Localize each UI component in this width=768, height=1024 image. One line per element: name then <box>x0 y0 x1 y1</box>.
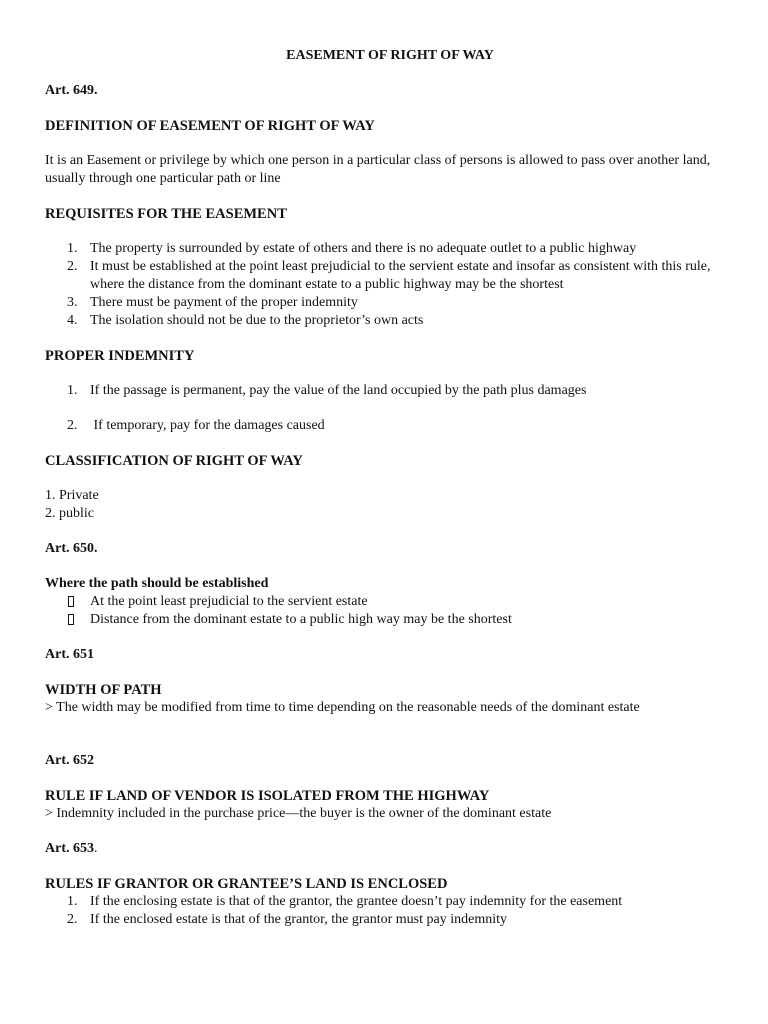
missing-glyph-icon <box>68 614 74 625</box>
list-number: 1. <box>67 894 78 909</box>
classification-heading: CLASSIFICATION OF RIGHT OF WAY <box>45 453 303 469</box>
list-item <box>45 312 735 330</box>
list-number: 2. <box>67 418 78 433</box>
classification-line: 1. Private <box>45 488 99 503</box>
article-650-label: Art. 650. <box>45 541 98 556</box>
width-text: > The width may be modified from time to time depending on the reasonable needs of the dominant estate <box>45 700 640 715</box>
classification-line: 2. public <box>45 506 94 521</box>
list-item <box>45 240 735 258</box>
article-653-label: Art. 653 <box>45 841 94 856</box>
vendor-text: > Indemnity included in the purchase price—the buyer is the owner of the dominant estate <box>45 806 552 821</box>
requisites-heading: REQUISITES FOR THE EASEMENT <box>45 206 287 222</box>
list-item-text: The isolation should not be due to the proprietor’s own acts <box>90 313 424 328</box>
list-item-text: There must be payment of the proper indemnity <box>90 295 358 310</box>
article-653-line <box>45 840 735 858</box>
list-number: 2. <box>67 259 78 274</box>
list-item <box>45 258 735 294</box>
definition-heading: DEFINITION OF EASEMENT OF RIGHT OF WAY <box>45 118 375 134</box>
list-number: 3. <box>67 295 78 310</box>
document-page <box>45 47 735 929</box>
document-title: EASEMENT OF RIGHT OF WAY <box>286 48 494 63</box>
width-heading: WIDTH OF PATH <box>45 682 162 698</box>
list-item-text: Distance from the dominant estate to a public high way may be the shortest <box>90 612 512 627</box>
list-item <box>45 611 735 629</box>
list-item-text: It must be established at the point least prejudicial to the servient estate and insofar as consistent with this rule, where the distance from the dominant estate to a public highway may be the shortest <box>90 259 711 292</box>
list-item-text: The property is surrounded by estate of others and there is no adequate outlet to a public highway <box>90 241 637 256</box>
path-list <box>45 593 735 629</box>
path-heading: Where the path should be established <box>45 576 269 591</box>
requisites-list <box>45 240 735 330</box>
article-653-period: . <box>94 841 98 856</box>
definition-text: It is an Easement or privilege by which one person in a particular class of persons is allowed to pass over another land, usually through one particular path or line <box>45 153 711 186</box>
list-item-text: If the enclosed estate is that of the grantor, the grantor must pay indemnity <box>90 912 507 927</box>
indemnity-list <box>45 382 735 400</box>
grantor-list <box>45 893 735 929</box>
list-item <box>45 294 735 312</box>
list-item <box>45 382 735 400</box>
article-649-label: Art. 649. <box>45 83 98 98</box>
indemnity-heading: PROPER INDEMNITY <box>45 348 195 364</box>
article-651-label: Art. 651 <box>45 647 94 662</box>
list-number: 2. <box>67 912 78 927</box>
list-item <box>45 417 735 435</box>
list-item-text: If the enclosing estate is that of the grantor, the grantee doesn’t pay indemnity for the easement <box>90 894 623 909</box>
vendor-heading: RULE IF LAND OF VENDOR IS ISOLATED FROM THE HIGHWAY <box>45 788 490 804</box>
indemnity-list-continued <box>45 417 735 435</box>
list-item <box>45 893 735 911</box>
grantor-heading: RULES IF GRANTOR OR GRANTEE’S LAND IS ENCLOSED <box>45 876 448 892</box>
missing-glyph-icon <box>68 596 74 607</box>
list-number: 4. <box>67 313 78 328</box>
list-number: 1. <box>67 241 78 256</box>
list-item-text: If the passage is permanent, pay the value of the land occupied by the path plus damages <box>90 383 587 398</box>
list-item <box>45 911 735 929</box>
list-item <box>45 593 735 611</box>
list-number: 1. <box>67 383 78 398</box>
article-652-label: Art. 652 <box>45 753 94 768</box>
list-item-text: If temporary, pay for the damages caused <box>90 418 325 433</box>
list-item-text: At the point least prejudicial to the servient estate <box>90 594 368 609</box>
